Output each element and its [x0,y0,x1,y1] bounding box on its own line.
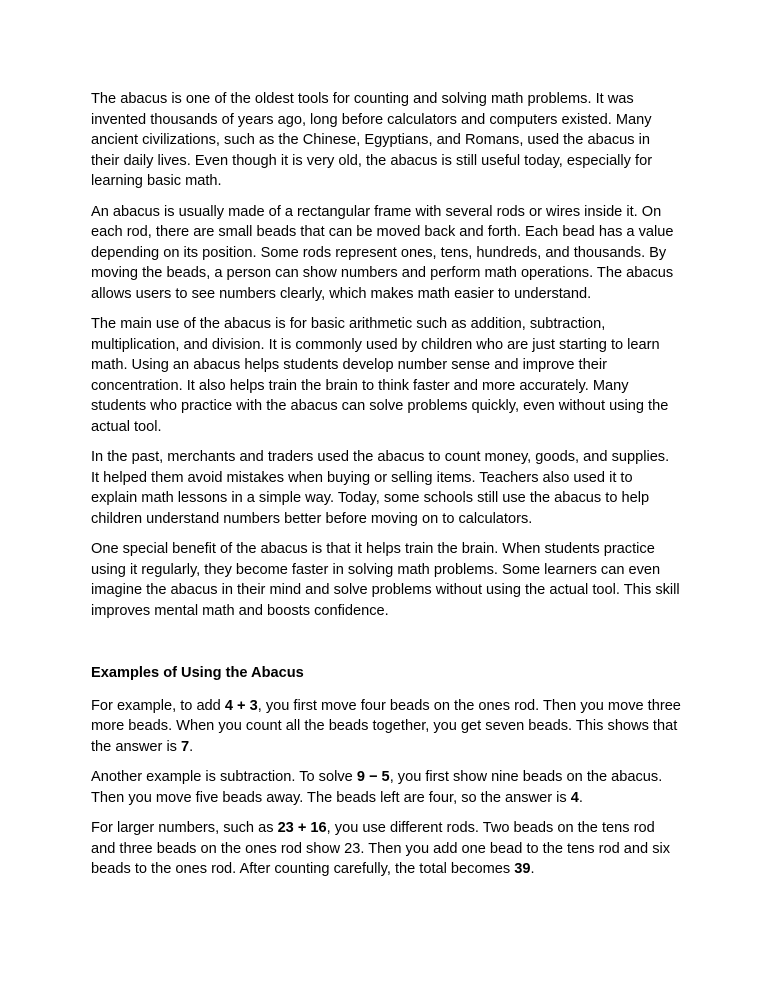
example-text: , you first show nine beads on the abacus. Then you move five beads away. The beads left are four, so the answer is [91,769,663,806]
example-text: Another example is subtraction. To solve [91,769,357,785]
example-expression: 23 + 16 [277,820,327,836]
example-text: , you first move four beads on the ones rod. Then you move three more beads. When you count all the beads together, you get seven beads. This shows that the answer is [91,697,681,755]
example-expression: 9 − 5 [356,769,390,785]
example-text: , you use different rods. Two beads on the tens rod and three beads on the ones rod show 23. Then you add one bead to the tens rod and six beads to the ones rod. After counting carefully, the total becomes [91,820,671,877]
intro-paragraph-4: In the past, merchants and traders used the abacus to count money, goods, and supplies. It helped them avoid mistakes when buying or selling items. Teachers also used it to explain math lessons in a simple way. Today, some schools still use the abacus to help children understand numbers better before moving on to calculators. [91,449,670,527]
document-body [91,89,681,890]
example-paragraph-subtraction [91,767,681,808]
example-answer: 4 [570,789,579,806]
example-paragraph-larger-numbers [91,818,681,880]
intro-paragraph-1: The abacus is one of the oldest tools for counting and solving math problems. It was invented thousands of years ago, long before calculators and computers existed. Many ancient civilizations, such as the Chinese, Egyptians, and Romans, used the abacus in their daily lives. Even though it is very old, the abacus is still useful today, especially for learning basic math. [91,91,653,189]
example-text: For example, to add [91,697,225,714]
intro-paragraph-5: One special benefit of the abacus is that it helps train the brain. When students practice using it regularly, they become faster in solving math problems. Some learners can even imagine the abacus in their mind and solve problems without using the actual tool. This skill improves mental math and boosts confidence. [91,541,680,619]
example-answer: 7 [181,738,190,755]
example-expression: 4 + 3 [224,697,258,714]
example-text: . [189,738,194,755]
example-text: . [530,861,535,877]
example-text: For larger numbers, such as [91,820,278,836]
section-spacer [91,631,681,663]
example-paragraph-addition [91,696,681,758]
example-answer: 39 [514,861,531,877]
examples-heading: Examples of Using the Abacus [91,665,304,681]
intro-paragraph-3: The main use of the abacus is for basic arithmetic such as addition, subtraction, multiplication, and division. It is commonly used by children who are just starting to learn math. Using an abacus helps students develop number sense and improve their concentration. It also helps train the brain to think faster and more accurately. Many students who practice with the abacus can solve problems quickly, even without using the actual tool. [91,316,669,435]
example-text: . [578,789,583,806]
intro-paragraph-2: An abacus is usually made of a rectangular frame with several rods or wires inside it. On each rod, there are small beads that can be moved back and forth. Each bead has a value depending on its position. Some rods represent ones, tens, hundreds, and thousands. By moving the beads, a person can show numbers and perform math operations. The abacus allows users to see numbers clearly, which makes math easier to understand. [91,203,674,302]
